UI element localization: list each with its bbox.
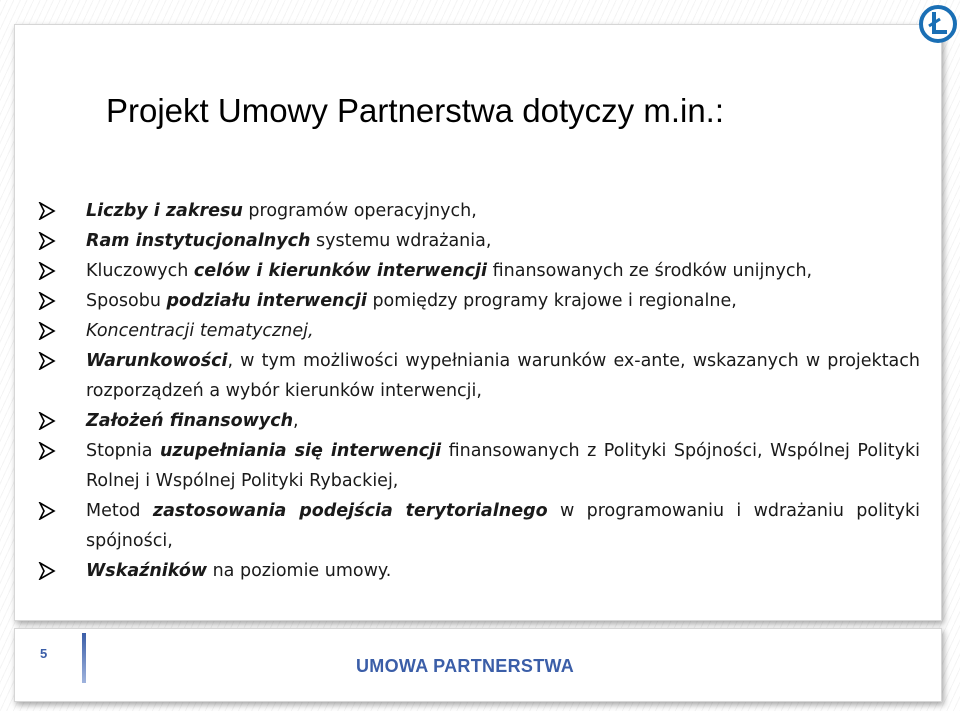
- list-item: [30, 496, 920, 556]
- text: pomiędzy programy krajowe i regionalne,: [366, 291, 737, 311]
- list-item: [30, 286, 920, 316]
- list-item: [30, 436, 920, 496]
- footer-divider: [82, 633, 86, 683]
- list-item: [30, 256, 920, 286]
- text: Kluczowych: [86, 261, 194, 281]
- arrow-bullet-icon: [38, 352, 56, 370]
- text: w programowaniu i wdrażaniu polityki spójności,: [86, 501, 921, 551]
- arrow-bullet-icon: [38, 412, 56, 430]
- arrow-bullet-icon: [38, 292, 56, 310]
- list-item: [30, 316, 920, 346]
- text: finansowanych ze środków unijnych,: [487, 261, 813, 281]
- bullet-list: [30, 196, 920, 586]
- text: , w tym możliwości wypełniania warunków ex-ante, wskazanych w projektach rozporządzeń a wybór kierunków interwencji,: [86, 351, 920, 401]
- logo-icon: [918, 4, 958, 44]
- arrow-bullet-icon: [38, 562, 56, 580]
- emphasis: celów i kierunków interwencji: [193, 261, 488, 281]
- emphasis: Założeń finansowych: [86, 411, 294, 431]
- text: Sposobu: [86, 291, 167, 311]
- footer-label: UMOWA PARTNERSTWA: [356, 656, 575, 676]
- arrow-bullet-icon: [38, 322, 56, 340]
- list-item: [30, 406, 920, 436]
- text: programów operacyjnych,: [242, 201, 477, 221]
- emphasis: Wskaźników: [86, 561, 208, 581]
- emphasis: Ram instytucjonalnych: [86, 231, 311, 251]
- emphasis: Liczby i zakresu: [86, 201, 243, 221]
- emphasis: zastosowania podejścia terytorialnego: [152, 501, 548, 521]
- page-number: 5: [40, 646, 48, 661]
- list-item: [30, 556, 920, 586]
- page-title: Projekt Umowy Partnerstwa dotyczy m.in.:: [106, 92, 725, 129]
- arrow-bullet-icon: [38, 442, 56, 460]
- emphasis: Warunkowości: [86, 351, 228, 371]
- list-item: [30, 196, 920, 226]
- list-item: [30, 346, 920, 406]
- text: ,: [293, 411, 299, 431]
- text: Metod: [86, 501, 153, 521]
- text: finansowanych z Polityki Spójności, Wspólnej Polityki Rolnej i Wspólnej Polityki Rybackiej,: [86, 441, 920, 491]
- arrow-bullet-icon: [38, 262, 56, 280]
- arrow-bullet-icon: [38, 232, 56, 250]
- emphasis: podziału interwencji: [166, 291, 367, 311]
- emphasis: Koncentracji tematycznej,: [86, 321, 314, 341]
- text: Stopnia: [86, 441, 160, 461]
- list-item: [30, 226, 920, 256]
- arrow-bullet-icon: [38, 202, 56, 220]
- emphasis: uzupełniania się interwencji: [159, 441, 442, 461]
- text: na poziomie umowy.: [207, 561, 392, 581]
- text: systemu wdrażania,: [310, 231, 492, 251]
- arrow-bullet-icon: [38, 502, 56, 520]
